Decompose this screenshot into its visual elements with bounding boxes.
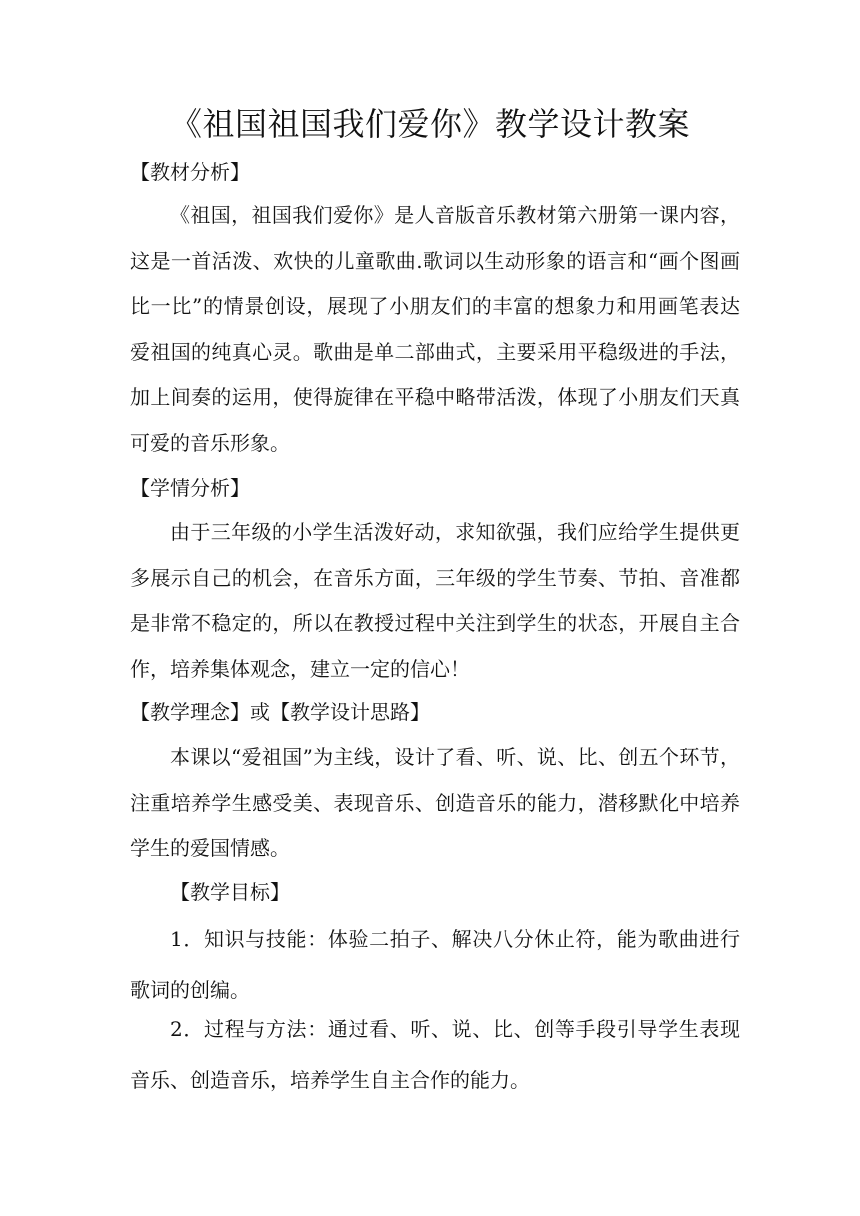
section-heading-textbook-analysis: 【教材分析】 (130, 160, 250, 184)
section-body-teaching-concept: 本课以“爱祖国”为主线，设计了看、听、说、比、创五个环节，注重培养学生感受美、表现音乐、创造音乐的能力，潜移默化中培养学生的爱国情感。 (130, 745, 740, 860)
section-heading-learner-analysis: 【学情分析】 (130, 476, 250, 500)
objective-item: 2．过程与方法：通过看、听、说、比、创等手段引导学生表现音乐、创造音乐，培养学生自主合作的能力。 (130, 1017, 740, 1092)
section-heading-teaching-objectives: 【教学目标】 (170, 880, 290, 904)
section-body-textbook-analysis: 《祖国，祖国我们爱你》是人音版音乐教材第六册第一课内容，这是一首活泼、欢快的儿童歌曲.歌词以生动形象的语言和“画个图画比一比”的情景创设，展现了小朋友们的丰富的想象力和用画笔表达爱祖国的纯真心灵。歌曲是单二部曲式，主要采用平稳级进的手法，加上间奏的运用，使得旋律在平稳中略带活泼，体现了小朋友们天真可爱的音乐形象。 (130, 203, 740, 455)
document-title: 《祖国祖国我们爱你》教学设计教案 (169, 105, 690, 143)
section-heading-teaching-concept: 【教学理念】或【教学设计思路】 (130, 700, 430, 724)
section-body-learner-analysis: 由于三年级的小学生活泼好动，求知欲强，我们应给学生提供更多展示自己的机会，在音乐方面，三年级的学生节奏、节拍、音准都是非常不稳定的，所以在教授过程中关注到学生的状态，开展自主合作，培养集体观念，建立一定的信心！ (130, 520, 740, 681)
objective-item: 1．知识与技能：体验二拍子、解决八分休止符，能为歌曲进行歌词的创编。 (130, 927, 740, 1002)
